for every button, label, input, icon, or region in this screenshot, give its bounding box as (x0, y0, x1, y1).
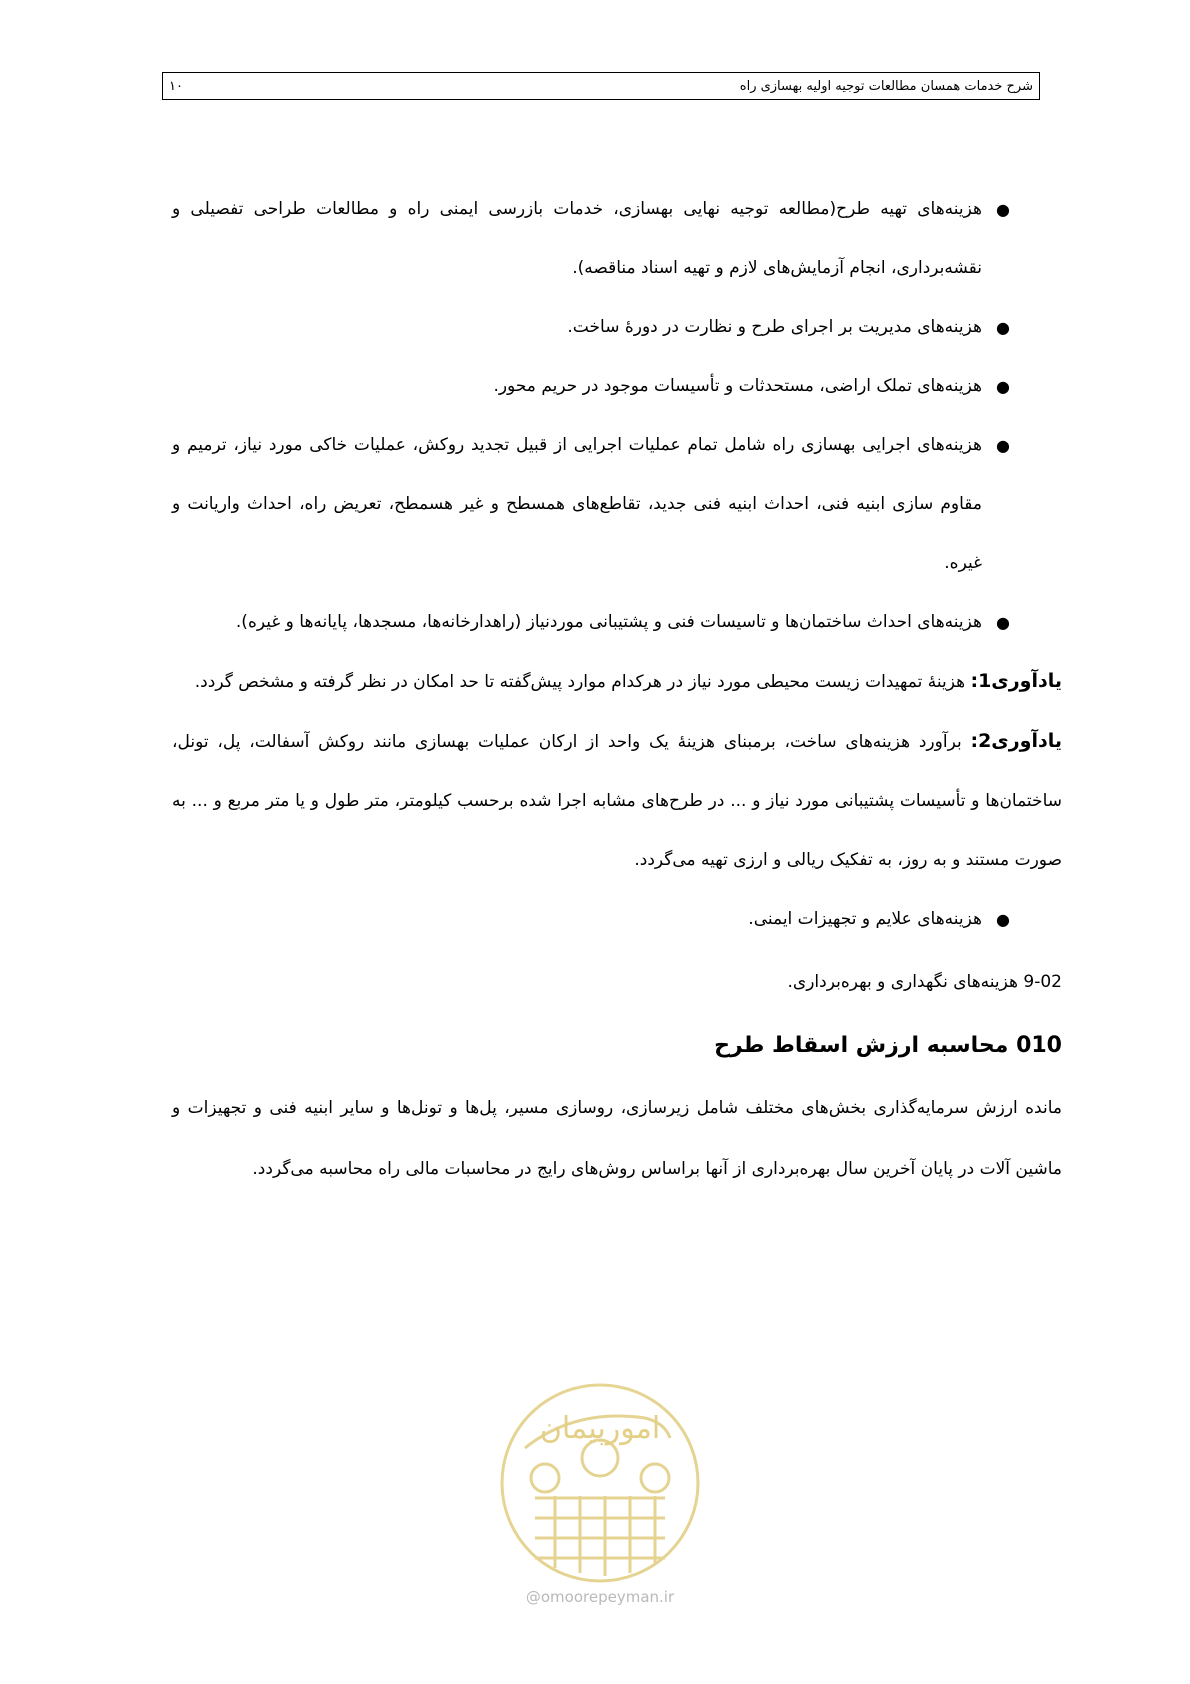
bullet-icon: ● (996, 318, 1010, 337)
note-2-label: یادآوری2: (970, 730, 1062, 752)
note-1-text: هزینهٔ تمهیدات زیست محیطی مورد نیاز در هرکدام موارد پیش‌گفته تا حد امکان در نظر گرفته و مشخص گردد. (194, 672, 971, 692)
watermark-site: @omoorepeyman.ir (525, 1588, 675, 1606)
watermark-logo-text: امورپیمان (539, 1411, 661, 1446)
page-number: ۱۰ (169, 78, 183, 94)
bullet-icon: ● (996, 377, 1010, 396)
bullet-text: هزینه‌های اجرایی بهسازی راه شامل تمام عملیات اجرایی از قبیل تجدید روکش، عملیات خاکی مورد نیاز، ترمیم و مقاوم سازی ابنیه فنی، احداث ابنیه فنی جدید، تقاطع‌های همسطح و غیر هسمطح، تعریض راه، احداث واریانت و غیره. (172, 435, 982, 573)
bullet-item (172, 890, 1062, 949)
note-1 (172, 652, 1062, 712)
watermark-logo-icon (495, 1378, 705, 1588)
bullet-item (172, 298, 1062, 357)
bullet-item (172, 180, 1062, 298)
bullet-item (172, 593, 1062, 652)
bullet-text: هزینه‌های تهیه طرح(مطالعه توجیه نهایی بهسازی، خدمات بازرسی ایمنی راه و مطالعات طراحی تفصیلی و نقشه‌برداری، انجام آزمایش‌های لازم و تهیه اسناد مناقصه). (172, 199, 982, 278)
bullet-icon: ● (996, 200, 1010, 219)
bullet-icon: ● (996, 613, 1010, 632)
bullet-text: هزینه‌های مدیریت بر اجرای طرح و نظارت در دورهٔ ساخت. (567, 317, 982, 337)
note-2-text: برآورد هزینه‌های ساخت، برمبنای هزینهٔ یک واحد از ارکان عملیات بهسازی مانند روکش آسفالت، پل، تونل، ساختمان‌ها و تأسیسات پشتیبانی مورد نیاز و ... در طرح‌های مشابه اجرا شده برحسب کیلومتر، متر طول و یا متر مربع و ... به صورت مستند و به روز، به تفکیک ریالی و ارزی تهیه می‌گردد. (172, 732, 1062, 870)
section-paragraph: مانده ارزش سرمایه‌گذاری بخش‌های مختلف شامل زیرسازی، روسازی مسیر، پل‌ها و تونل‌ها و سایر ابنیه فنی و تجهیزات و ماشین آلات در پایان آخرین سال بهره‌برداری از آنها براساس روش‌های رایج در محاسبات مالی راه محاسبه می‌گردد. (172, 1098, 1062, 1179)
section-title: 010 محاسبه ارزش اسقاط طرح (714, 1033, 1062, 1058)
bullet-icon: ● (996, 436, 1010, 455)
note-1-label: یادآوری1: (970, 670, 1062, 692)
document-body (172, 180, 1062, 1200)
bullet-text: هزینه‌های تملک اراضی، مستحدثات و تأسیسات موجود در حریم محور. (493, 376, 982, 396)
bullet-item (172, 416, 1062, 593)
header-title: شرح خدمات همسان مطالعات توجیه اولیه بهسازی راه (739, 78, 1033, 94)
bullet-text: هزینه‌های علایم و تجهیزات ایمنی. (748, 909, 982, 929)
subsection-heading: 9-02 هزینه‌های نگهداری و بهره‌برداری. (787, 972, 1062, 992)
note-2 (172, 712, 1062, 890)
bullet-text: هزینه‌های احداث ساختمان‌ها و تاسیسات فنی و پشتیبانی موردنیاز (راهدارخانه‌ها، مسجدها، پایانه‌ها و غیره). (235, 612, 982, 632)
page-header (162, 72, 1040, 100)
bullet-item (172, 357, 1062, 416)
bullet-icon: ● (996, 910, 1010, 929)
